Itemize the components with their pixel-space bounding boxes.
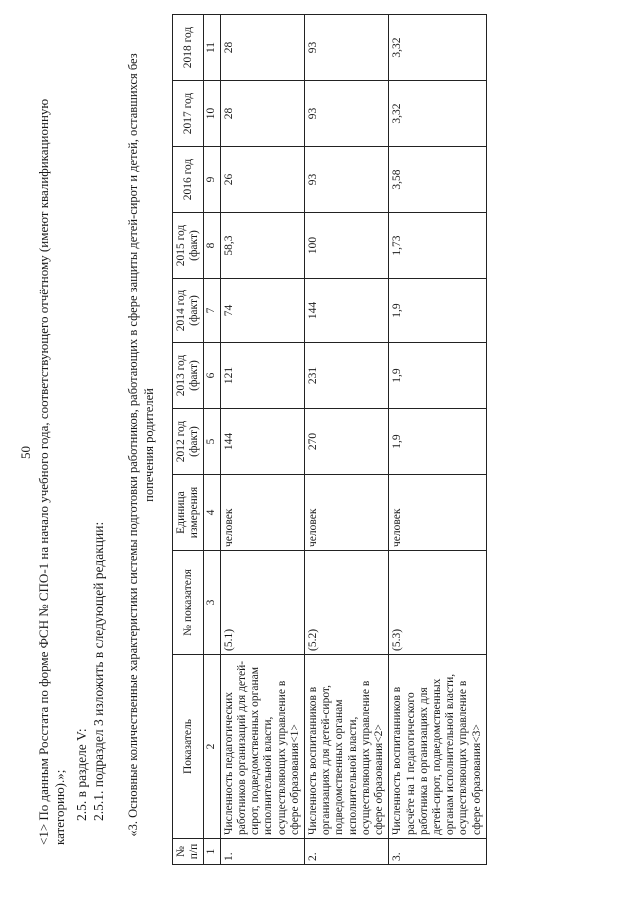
indicator-name: Численность воспитанников в организациях для детей-сирот, подведомственных органам исполнительной власти, осуществляющих управление в сфере образования<2> [304,655,388,839]
page-number: 50 [18,446,33,459]
indicators-table [172,14,487,865]
indicator-code: (5.3) [389,551,487,655]
amendment-subsection: 2.5.1. подраздел 3 изложить в следующей редакции: [91,521,106,821]
value-cell: 144 [220,409,304,475]
index-cell: 8 [204,213,220,279]
indicator-code: (5.2) [304,551,388,655]
table-row [220,15,304,865]
value-cell: 93 [304,147,388,213]
header-cell: 2014 год (факт) [173,279,204,343]
value-cell: 1,9 [389,279,487,343]
indicator-name: Численность воспитанников в расчёте на 1 педагогического работника в организациях для детей-сирот, подведомственных органам исполнительной власти, осуществляющих управление в сфере образования<3> [389,655,487,839]
unit-of-measure: человек [304,475,388,551]
unit-of-measure: человек [220,475,304,551]
column-index-row [204,15,220,865]
index-cell: 5 [204,409,220,475]
value-cell: 231 [304,343,388,409]
value-cell: 1,9 [389,343,487,409]
header-cell: 2018 год [173,15,204,81]
header-cell: 2015 год (факт) [173,213,204,279]
header-cell: 2017 год [173,81,204,147]
index-cell: 2 [204,655,220,839]
unit-of-measure: человек [389,475,487,551]
header-cell: Показатель [173,655,204,839]
value-cell: 28 [220,81,304,147]
row-number: 1. [220,839,304,865]
value-cell: 3,32 [389,81,487,147]
amendment-section: 2.5. в разделе V: [74,728,89,821]
value-cell: 74 [220,279,304,343]
table-caption: «3. Основные количественные характеристики системы подготовки работников, работающих в сфере защиты детей-сирот и детей, оставшихся без попечения родителей [126,53,156,837]
table-row [304,15,388,865]
value-cell: 28 [220,15,304,81]
index-cell: 6 [204,343,220,409]
header-cell: № п/п [173,839,204,865]
index-cell: 7 [204,279,220,343]
value-cell: 3,58 [389,147,487,213]
index-cell: 10 [204,81,220,147]
footnote-text: <1> По данным Росстата по форме ФСН № СПО-1 на начало учебного года, соответствующего отчётному (имеют квалификационную категорию).»; [36,98,67,845]
header-cell: 2016 год [173,147,204,213]
value-cell: 26 [220,147,304,213]
row-number: 3. [389,839,487,865]
index-cell: 11 [204,15,220,81]
row-number: 2. [304,839,388,865]
table-header-row [173,15,204,865]
value-cell: 270 [304,409,388,475]
indicator-name: Численность педагогических работников организаций для детей-сирот, подведомственных органам исполнительной власти, осуществляющих управление в сфере образования<1> [220,655,304,839]
value-cell: 93 [304,81,388,147]
indicator-code: (5.1) [220,551,304,655]
index-cell: 9 [204,147,220,213]
value-cell: 100 [304,213,388,279]
value-cell: 121 [220,343,304,409]
value-cell: 1,9 [389,409,487,475]
index-cell: 4 [204,475,220,551]
header-cell: 2013 год (факт) [173,343,204,409]
value-cell: 3,32 [389,15,487,81]
value-cell: 93 [304,15,388,81]
value-cell: 1,73 [389,213,487,279]
header-cell: Единица измерения [173,475,204,551]
header-cell: № показателя [173,551,204,655]
header-cell: 2012 год (факт) [173,409,204,475]
value-cell: 58,3 [220,213,304,279]
index-cell: 1 [204,839,220,865]
index-cell: 3 [204,551,220,655]
value-cell: 144 [304,279,388,343]
table-row [389,15,487,865]
